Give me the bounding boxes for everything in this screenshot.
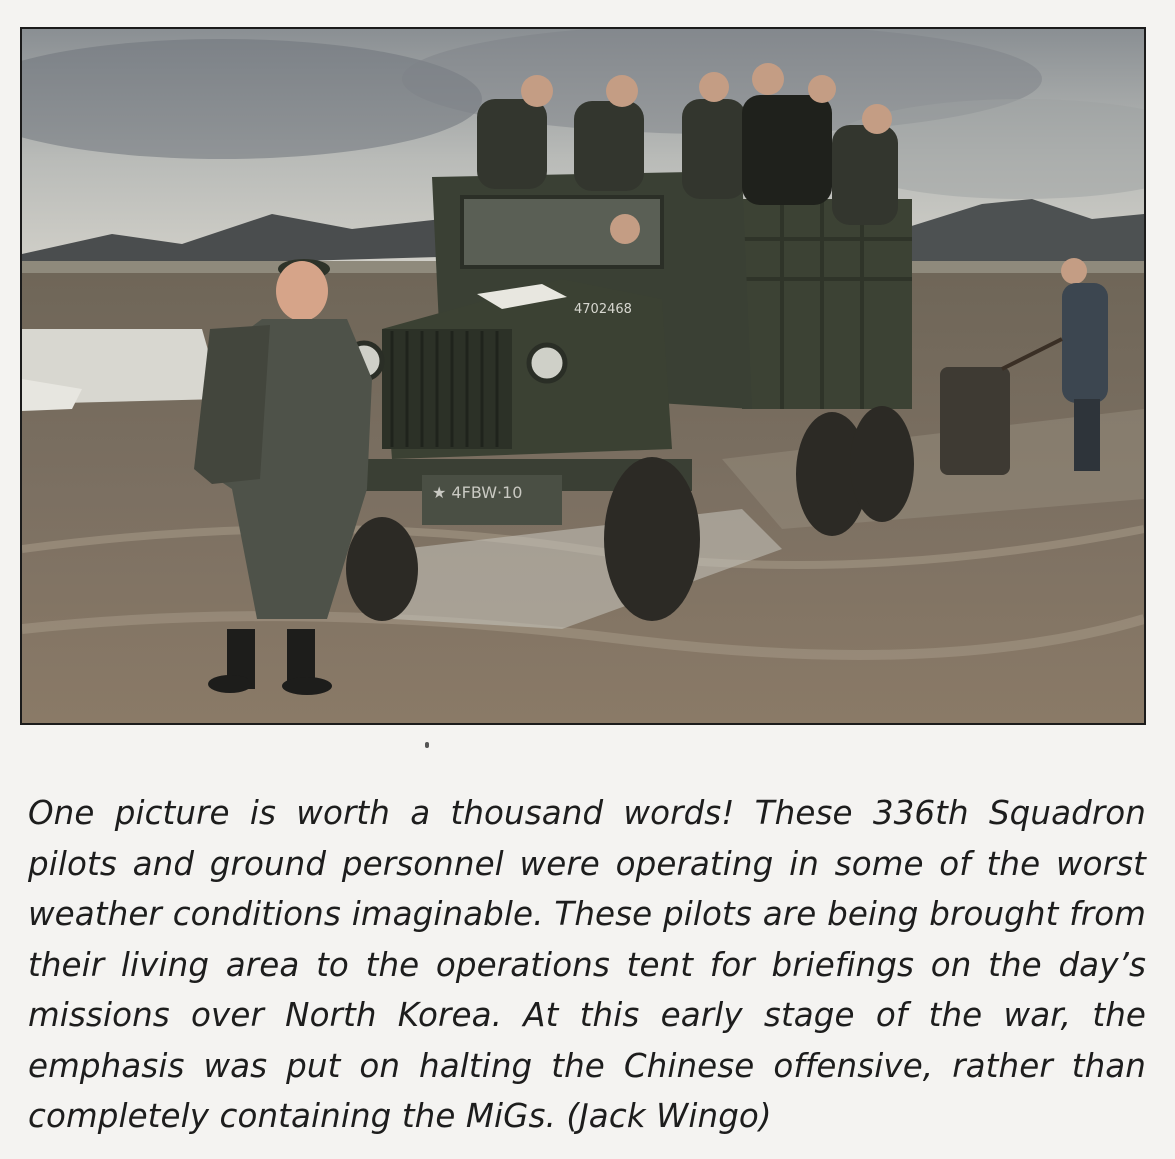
truck-bed — [742, 199, 912, 409]
driver — [610, 214, 640, 244]
headlight — [529, 345, 565, 381]
photo-caption: One picture is worth a thousand words! These 336th Squadron pilots and ground personnel were operating in some of the worst weather conditions imaginable. These pilots are being brought from their living area to the operations tent for briefings on the day’s missions over North Korea. At this early stage of the war, the emphasis was put on halting the Chinese offensive, rather than completely containing the MiGs. (Jack Wingo) — [28, 794, 1146, 1135]
wheel — [850, 406, 914, 522]
wheel — [346, 517, 418, 621]
print-speck — [425, 742, 429, 748]
grille — [382, 329, 512, 449]
bumper-marking: ★ 4FBW·10 — [432, 483, 523, 502]
wheel — [604, 457, 700, 621]
photo-illustration — [22, 29, 1144, 723]
fuel-drum — [940, 367, 1010, 475]
truck-serial: 4702468 — [574, 302, 632, 317]
photograph — [20, 27, 1146, 725]
